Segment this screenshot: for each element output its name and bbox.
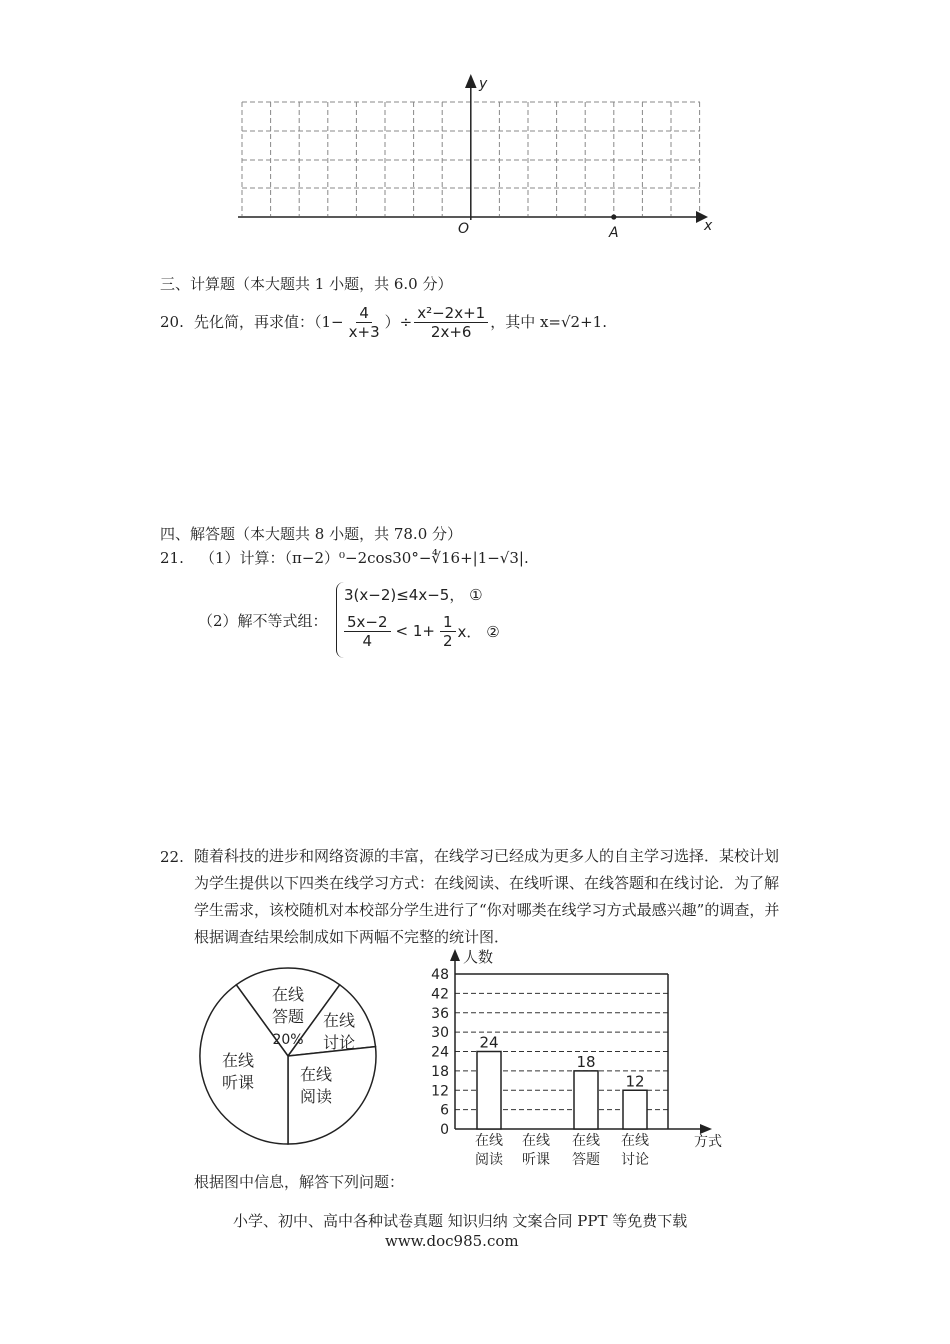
q20-lead: 先化简，再求值：（1− — [194, 313, 344, 331]
q21-ineq2-frac-den: 4 — [362, 631, 373, 650]
bar-categories — [475, 1132, 649, 1168]
footer-line2: www.doc985.com — [385, 1232, 519, 1250]
q21-part1: （1）计算：（π−2）⁰−2cos30°−∜16+|1−√3|. — [200, 549, 529, 567]
pie-percent-label: 20% — [272, 1032, 304, 1048]
pie-label: 讨论 — [322, 1033, 356, 1052]
q20-mid: ）÷ — [384, 313, 413, 331]
y-tick-label: 12 — [431, 1083, 449, 1100]
q21-ineq2-frac — [344, 613, 391, 650]
q20-tail: ，其中 x=√2+1. — [490, 313, 607, 331]
coordinate-figure — [230, 70, 730, 245]
y-tick-label: 42 — [431, 986, 449, 1003]
bar-chart — [412, 945, 742, 1170]
q20-frac1-den: x+3 — [348, 322, 380, 341]
bar-ticks — [431, 967, 449, 1138]
q21-ineq2-tail: x． ② — [457, 622, 500, 641]
y-axis-arrow — [450, 949, 460, 961]
y-tick-label: 48 — [431, 967, 449, 983]
x-axis-label: x — [704, 218, 713, 234]
x-tick-label: 在线 — [522, 1133, 550, 1149]
y-tick-label: 36 — [431, 1005, 449, 1022]
bar-data-label: 12 — [625, 1072, 645, 1091]
footer-line1: 小学、初中、高中各种试卷真题 知识归纳 文案合同 PPT 等免费下载 — [233, 1212, 688, 1230]
bar-data-label: 24 — [479, 1033, 499, 1052]
q20-frac2-den: 2x+6 — [430, 322, 472, 341]
x-tick-label: 在线 — [572, 1133, 600, 1149]
x-tick-label: 在线 — [475, 1133, 503, 1149]
q22-after: 根据图中信息，解答下列问题： — [194, 1173, 405, 1191]
pie-label: 在线 — [271, 985, 305, 1004]
point-a — [611, 214, 616, 219]
q22-text: 随着科技的进步和网络资源的丰富，在线学习已经成为更多人的自主学习选择．某校计划为学生提供以下四类在线学习方式：在线阅读、在线听课、在线答题和在线讨论．为了解学生需求，该校随机对本校部分学生进行了“你对哪类在线学习方式最感兴趣”的调查，并根据调查结果绘制成如下两幅不完整的统计图． — [194, 847, 780, 946]
y-tick-label: 6 — [440, 1102, 449, 1119]
pie-label: 听课 — [221, 1073, 255, 1092]
q20-fraction-1 — [346, 304, 383, 341]
bar-data-label: 18 — [576, 1052, 596, 1071]
pie-label: 答题 — [271, 1007, 305, 1026]
x-tick-label: 在线 — [621, 1133, 649, 1149]
bar — [623, 1090, 647, 1129]
bar-y-title: 人数 — [463, 948, 494, 966]
x-axis — [238, 211, 708, 223]
pie-label: 阅读 — [299, 1087, 333, 1106]
q21-ineq2-frac-num: 5x−2 — [344, 613, 391, 632]
q21-inequality-2 — [344, 609, 500, 653]
pie-chart — [192, 962, 392, 1152]
q20-frac2-num: x²−2x+1 — [414, 304, 488, 323]
x-tick-label: 答题 — [572, 1152, 600, 1168]
pie-label: 在线 — [322, 1011, 356, 1030]
y-tick-label: 30 — [431, 1025, 449, 1042]
q21-inequality-1: 3(x−2)≤4x−5， ① — [344, 586, 483, 604]
pie-label: 在线 — [299, 1065, 333, 1084]
q21-ineq2-frac2-den: 2 — [443, 631, 453, 650]
x-axis-arrow — [700, 1124, 712, 1134]
y-axis — [465, 74, 477, 220]
bar — [574, 1071, 598, 1129]
x-tick-label: 阅读 — [475, 1152, 503, 1168]
q21-ineq2-frac2-num: 1 — [440, 613, 456, 632]
q20-expression — [194, 300, 607, 344]
q20-frac1-num: 4 — [356, 304, 372, 323]
bar — [477, 1052, 501, 1130]
q21-number: 21. — [160, 549, 184, 567]
y-tick-label: 0 — [440, 1122, 449, 1138]
bar-x-title: 方式 — [694, 1134, 722, 1150]
q20-fraction-2 — [414, 304, 488, 341]
origin-label: O — [458, 221, 470, 237]
q22-number: 22. — [160, 848, 184, 866]
point-a-label: A — [609, 225, 619, 241]
x-tick-label: 听课 — [522, 1152, 550, 1168]
y-axis-label: y — [479, 76, 488, 92]
section4-heading: 四、解答题（本大题共 8 小题，共 78.0 分） — [160, 525, 463, 543]
q21-part2-label: （2）解不等式组： — [198, 612, 328, 630]
y-tick-label: 18 — [431, 1063, 449, 1080]
pie-label: 在线 — [221, 1051, 255, 1070]
q20-number: 20. — [160, 313, 184, 331]
q21-ineq2-frac2 — [440, 613, 456, 650]
x-tick-label: 讨论 — [621, 1152, 649, 1168]
y-tick-label: 24 — [431, 1044, 449, 1061]
section3-heading: 三、计算题（本大题共 1 小题，共 6.0 分） — [160, 275, 453, 293]
bar-marks — [477, 1034, 647, 1130]
q21-ineq2-mid: < 1+ — [395, 622, 435, 640]
